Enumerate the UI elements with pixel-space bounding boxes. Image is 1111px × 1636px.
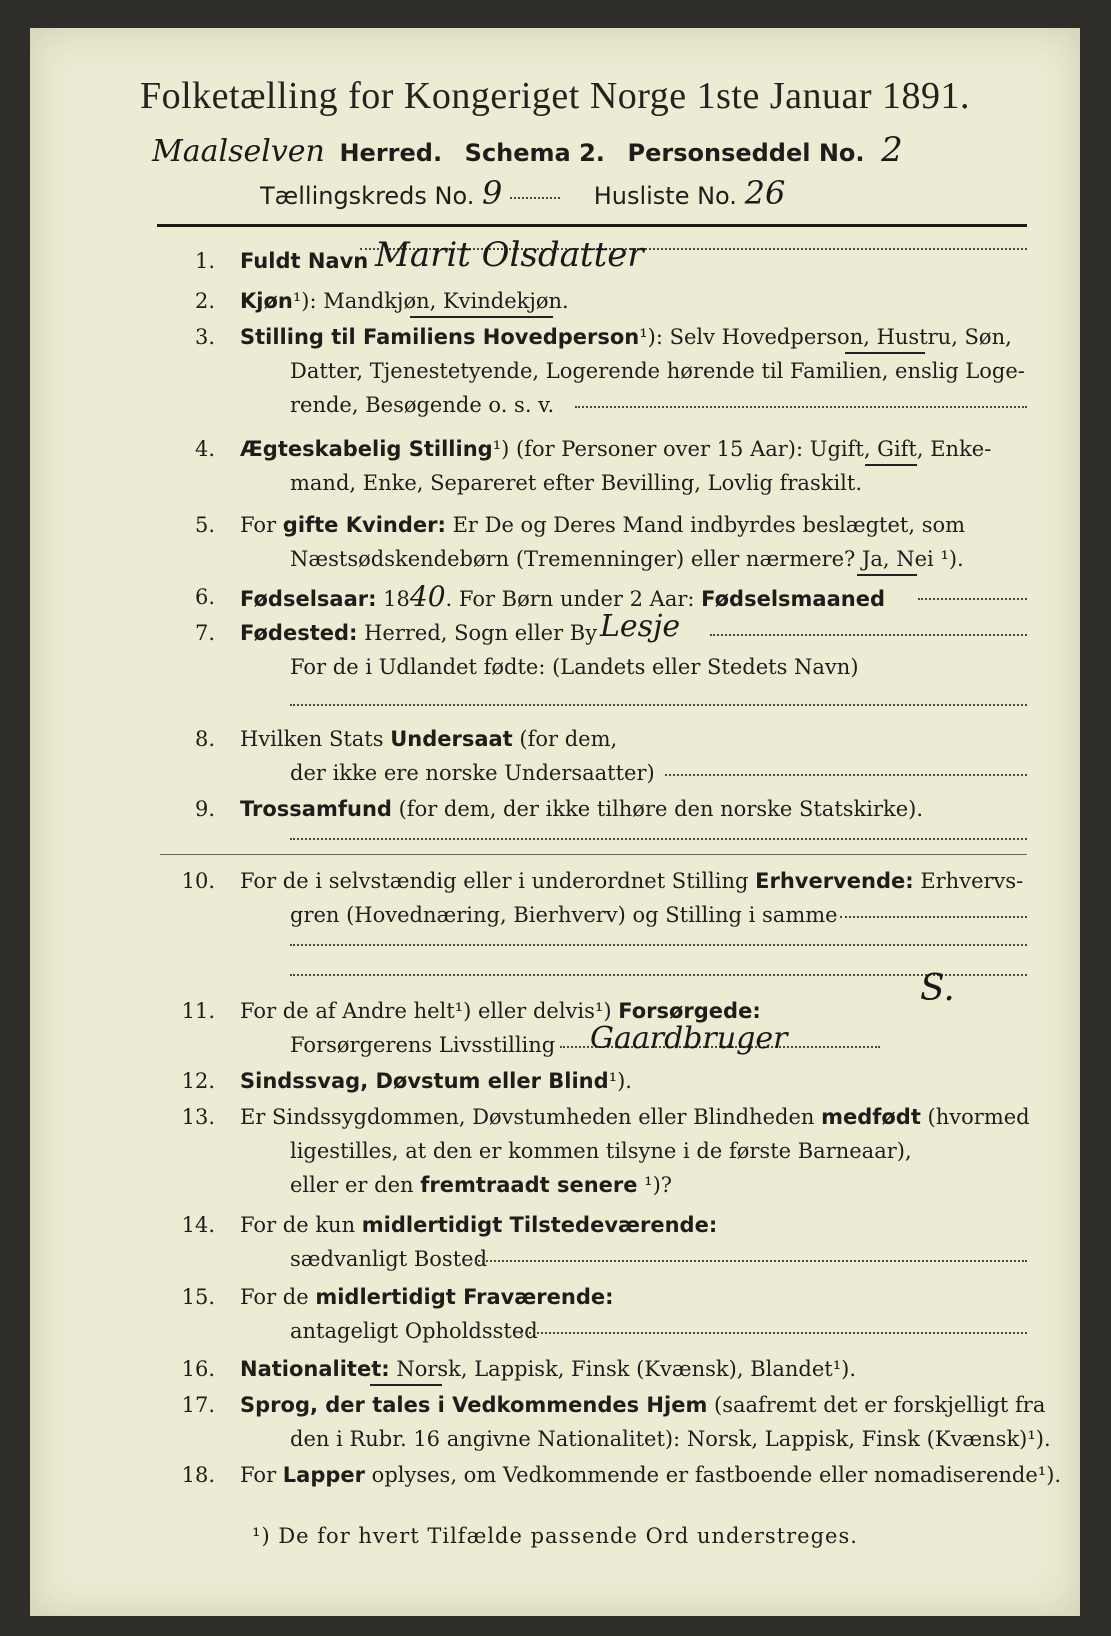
kreds-number: 9 (482, 174, 503, 212)
herred-handwritten: Maalselven (152, 134, 325, 169)
underline-norsk (370, 1384, 442, 1386)
underline-gift (865, 464, 917, 466)
footnote: ¹) De for hvert Tilfælde passende Ord understreges. (252, 1524, 858, 1548)
birth-year-handwritten: 40 (409, 580, 446, 613)
personseddel-number: 2 (881, 130, 903, 170)
husliste-number: 26 (744, 174, 786, 212)
husliste-label: Husliste No. (593, 182, 737, 210)
header-row-herred (152, 130, 903, 170)
item-1-label: Fuldt Navn (240, 249, 369, 273)
header-row-kreds (260, 174, 785, 212)
herred-label: Herred. (339, 139, 443, 167)
kreds-label: Tællingskreds No. (260, 182, 475, 210)
provider-occupation-handwritten: Gaardbruger (590, 1021, 788, 1056)
underline-kvindekjon (410, 316, 553, 318)
form-title: Folketælling for Kongeriget Norge 1ste Januar 1891. (139, 75, 971, 117)
census-form-page: Folketælling for Kongeriget Norge 1ste Januar 1891. Maalselven Herred. Schema 2. Personseddel No. 2 Tællingskreds No. 9 Husliste No. 26 1. Fuldt Navn Marit Olsdatter 2. Kjøn¹): Mandkjøn, Kvindekjøn. 3. Stilling til Familiens Hovedperson¹): Selv Hovedperson, Hustru, Søn, Datter, Tjenestetyende, Logerende hørende til Familien, enslig Loge- rende, Besøgende o. s. v. 4. Ægteskabelig Stilling¹) (for Personer over 15 Aar): Ugift, Gift, Enke- mand, Enke, Separeret efter Bevilling, Lovlig fraskilt. 5. For gifte Kvinder: Er De og Deres Mand indbyrdes beslægtet, som Næstsødskendebørn (Tremenninger) eller nærmere? Ja, Nei ¹). 6. Fødselsaar: 1840. For Børn under 2 Aar: Fødselsmaaned 7. Fødested: Herred, Sogn eller By Lesje For de i Udlandet fødte: (Landets eller Stedets Navn) 8. Hvilken Stats Undersaat (for dem, der ikke ere norske Undersaatter) 9. Trossamfund (for dem, der ikke tilhøre den norske Statskirke). 10. For de i selvstændig eller i underordnet Stilling Erhvervende: Erhvervs- gren (Hovednæring, Bierhverv) og Stilling i samme 11. For de af Andre helt¹) eller delvis¹) Forsørgede: S. Forsørgerens Livsstilling Gaardbruger 12. Sindssvag, Døvstum eller Blind¹). 13. Er Sindssygdommen, Døvstumheden eller Blindheden medfødt (hvormed ligestilles, at den er kommen tilsyne i de første Barneaar), eller er den fremtraadt senere ¹)? 14. For de kun midlertidigt Tilstedeværende: sædvanligt Bosted 15. For de midlertidigt Fraværende: antageligt Opholdssted 16. Nationalitet: Norsk, Lappisk, Finsk (Kvænsk), Blandet¹). 17. Sprog, der tales i Vedkommendes Hjem (saafremt det er forskjelligt fra den i Rubr. 16 angivne Nationalitet): Norsk, Lappisk, Finsk (Kvænsk)¹). 18. For Lapper oplyses, om Vedkommende er fastboende eller nomadiserende¹). ¹) De for hvert Tilfælde passende Ord understreges. (30, 28, 1080, 1616)
underline-nei (857, 574, 917, 576)
item-1-full-name: 1. Fuldt Navn Marit Olsdatter (30, 244, 1080, 284)
supported-mark-handwritten: S. (920, 968, 955, 1009)
full-name-handwritten: Marit Olsdatter (375, 235, 644, 275)
personseddel-label: Personseddel No. (627, 139, 865, 167)
schema-label: Schema 2. (464, 139, 605, 167)
birthplace-handwritten: Lesje (600, 609, 681, 644)
header-rule (157, 224, 1027, 227)
